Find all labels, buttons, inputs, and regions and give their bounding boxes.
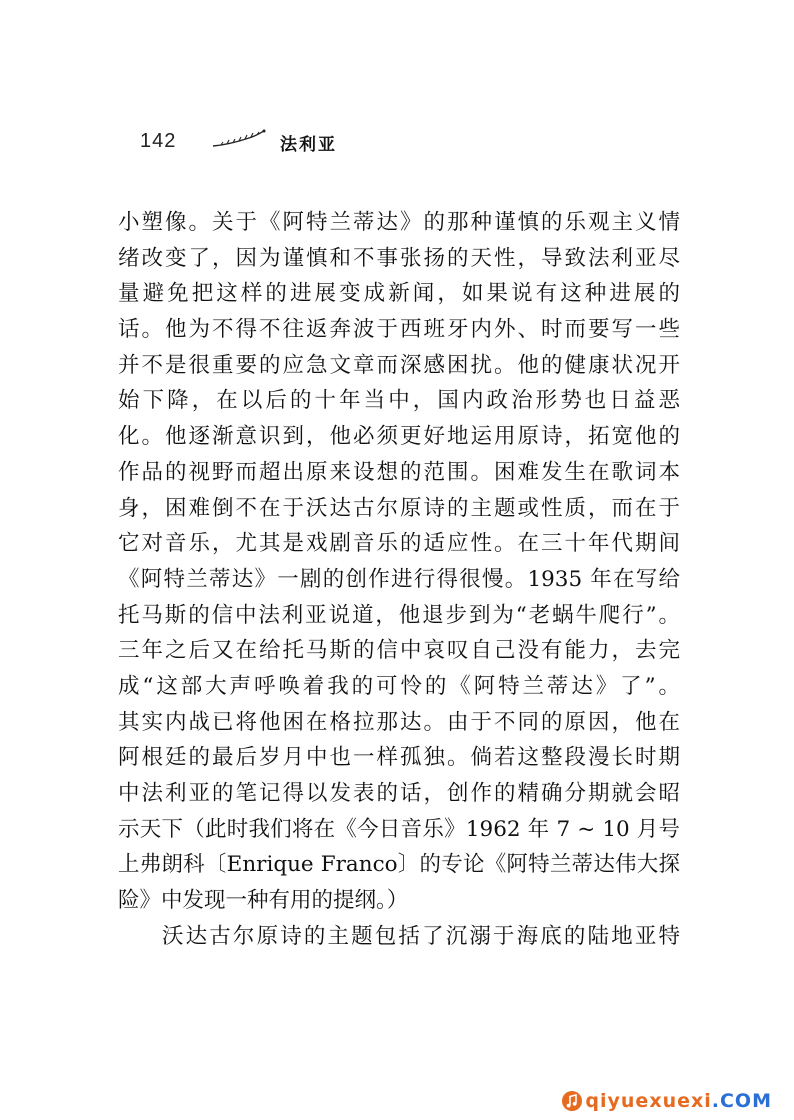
text-line: 量避免把这样的进展变成新闻，如果说有这种进展的 — [118, 281, 680, 307]
watermark-text: qiyuexuexi — [585, 1090, 712, 1112]
text-line: 成“这部大声呼唤着我的可怜的《阿特兰蒂达》了”。 — [118, 673, 680, 699]
text-line: 小塑像。关于《阿特兰蒂达》的那种谨慎的乐观主义情 — [118, 210, 680, 235]
body-text — [118, 205, 680, 954]
page-number: 142 — [140, 130, 177, 152]
text-line: 上弗朗科〔Enrique Franco〕的专论《阿特兰蒂达伟大探 — [118, 852, 680, 878]
text-line: 话。他为不得不往返奔波于西班牙内外、时而要写一些 — [118, 317, 680, 343]
text-line: 托马斯的信中法利亚说道，他退步到为“老蜗牛爬行”。 — [118, 602, 680, 628]
page-header — [140, 122, 380, 162]
text-line: 三年之后又在给托马斯的信中哀叹自己没有能力，去完 — [118, 638, 680, 664]
watermark-suffix: .COM — [711, 1090, 772, 1112]
site-watermark — [561, 1090, 772, 1112]
text-line: 并不是很重要的应急文章而深感困扰。他的健康状况开 — [118, 352, 680, 378]
music-note-icon — [561, 1090, 583, 1112]
text-line: 化。他逐渐意识到，他必须更好地运用原诗，拓宽他的 — [118, 424, 680, 450]
text-line: 《阿特兰蒂达》一剧的创作进行得很慢。1935 年在写给 — [118, 566, 680, 592]
text-line: 示天下（此时我们将在《今日音乐》1962 年 7 ~ 10 月号 — [118, 816, 680, 842]
quill-flourish-icon — [211, 128, 267, 150]
text-line: 阿根廷的最后岁月中也一样孤独。倘若这整段漫长时期 — [118, 745, 680, 771]
text-line: 始下降，在以后的十年当中，国内政治形势也日益恶 — [118, 388, 680, 414]
text-line: 它对音乐，尤其是戏剧音乐的适应性。在三十年代期间 — [118, 531, 680, 557]
text-line: 身，困难倒不在于沃达古尔原诗的主题或性质，而在于 — [118, 495, 680, 521]
text-line: 险》中发现一种有用的提纲。） — [118, 888, 409, 914]
paragraph-first-line: 沃达古尔原诗的主题包括了沉溺于海底的陆地亚特 — [162, 923, 680, 949]
text-line: 其实内战已将他困在格拉那达。由于不同的原因，他在 — [118, 709, 680, 735]
text-line: 中法利亚的笔记得以发表的话，创作的精确分期就会昭 — [118, 781, 680, 806]
text-line: 作品的视野而超出原来设想的范围。困难发生在歌词本 — [118, 459, 680, 485]
text-line: 绪改变了，因为谨慎和不事张扬的天性，导致法利亚尽 — [118, 245, 680, 271]
running-title: 法利亚 — [280, 135, 337, 155]
